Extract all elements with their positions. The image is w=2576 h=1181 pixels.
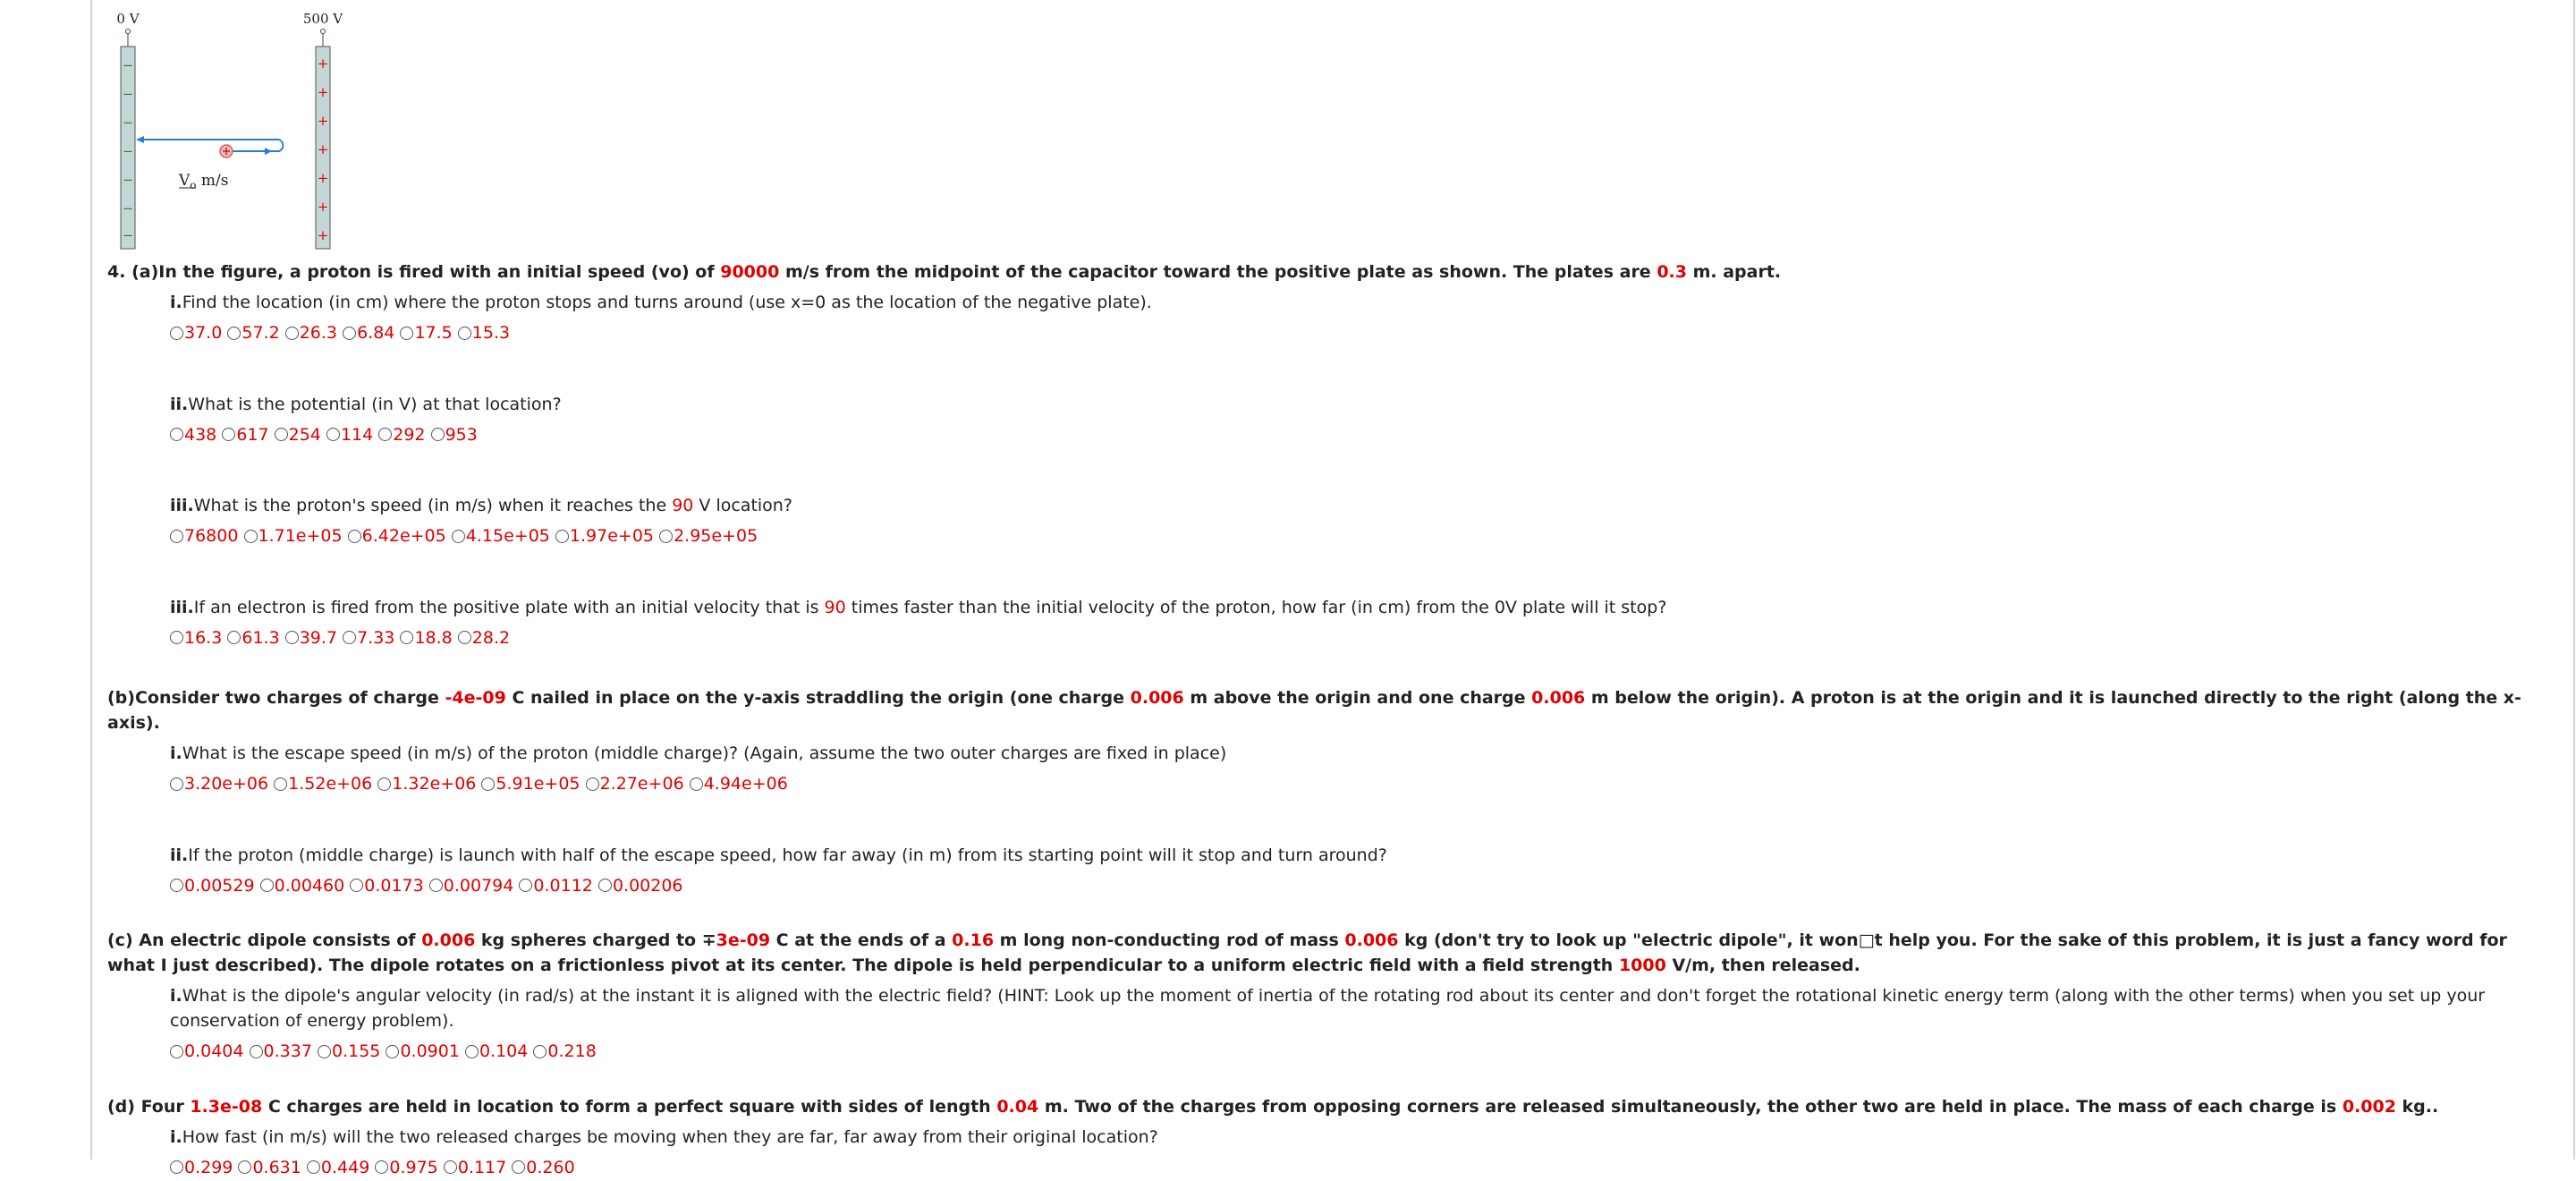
radio-button[interactable] [170,1160,183,1174]
return-arrowhead [136,136,144,143]
radio-button[interactable] [170,631,183,644]
radio-button[interactable] [690,777,703,791]
part-a-ii-choices [170,422,2558,449]
left-plate-label: 0 V [116,11,140,27]
choice-option[interactable]: 1.97e+05 [555,523,654,548]
svg-text:−: − [123,86,134,102]
choice-option[interactable]: 17.5 [400,320,452,345]
choice-option[interactable]: 0.0173 [350,873,423,898]
problem-content [107,259,2558,1181]
radio-button[interactable] [452,530,465,543]
choice-option[interactable]: 15.3 [458,320,510,345]
radio-button[interactable] [659,530,673,543]
radio-button[interactable] [400,631,413,644]
choice-option[interactable]: 617 [222,422,268,447]
choice-option[interactable]: 0.337 [250,1039,312,1064]
choice-option[interactable]: 16.3 [170,625,222,650]
right-plate-label: 500 V [303,11,343,27]
radio-button[interactable] [318,1045,331,1058]
choice-option[interactable]: 26.3 [285,320,337,345]
choice-option[interactable]: 0.260 [512,1155,574,1180]
capacitor-figure [107,7,358,258]
radio-button[interactable] [326,428,340,441]
part-c-i-question: i.What is the dipole's angular velocity (in rad/s) at the instant it is aligned with the electric field? (HINT: Look up the moment of inertia of the rotating rod about its center and don't forget the rotational kinetic energy term (along with the other terms) when you set up your conservation of energy problem). [170,983,2558,1033]
choice-option[interactable]: 114 [326,422,373,447]
choice-option[interactable]: 438 [170,422,216,447]
radio-button[interactable] [431,428,445,441]
radio-button[interactable] [285,631,299,644]
choice-option[interactable]: 76800 [170,523,238,548]
radio-button[interactable] [533,1045,547,1058]
part-a-iii-choices [170,523,2558,550]
choice-option[interactable]: 0.0901 [386,1039,459,1064]
part-d-prompt: (d) Four 1.3e-08 C charges are held in location to form a perfect square with sides of length 0.04 m. Two of the charges from opposing corners are released simultaneously, the other two are held in place. The mass of each charge is 0.002 kg.. [107,1094,2558,1119]
choice-option[interactable]: 0.218 [533,1039,596,1064]
part-b-i-choices [170,771,2558,798]
radio-button[interactable] [400,327,413,340]
radio-button[interactable] [274,777,287,791]
svg-text:−: − [123,227,134,243]
radio-button[interactable] [275,428,288,441]
radio-button[interactable] [260,879,274,892]
right-terminal [321,30,326,34]
svg-text:−: − [123,143,134,159]
part-b-i-question: i.What is the escape speed (in m/s) of the proton (middle charge)? (Again, assume the two outer charges are fixed in place) [170,741,2558,766]
choice-option[interactable]: 6.84 [343,320,394,345]
choice-option[interactable]: 6.42e+05 [348,523,446,548]
radio-button[interactable] [170,1045,183,1058]
choice-option[interactable]: 1.52e+06 [274,771,372,796]
radio-button[interactable] [170,428,183,441]
choice-option[interactable]: 2.27e+06 [586,771,684,796]
radio-button[interactable] [343,631,356,644]
part-d-i-choices [170,1155,2558,1181]
radio-button[interactable] [285,327,299,340]
forward-arrowhead [265,148,272,155]
part-c-i-choices [170,1039,2558,1066]
radio-button[interactable] [343,327,356,340]
radio-button[interactable] [170,879,183,892]
svg-text:+: + [318,227,329,243]
radio-button[interactable] [348,530,361,543]
choice-option[interactable]: 0.155 [318,1039,380,1064]
radio-button[interactable] [375,1160,388,1174]
choice-option[interactable]: 4.94e+06 [690,771,788,796]
choice-option[interactable]: 953 [431,422,478,447]
choice-option[interactable]: 37.0 [170,320,222,345]
choice-option[interactable]: 1.32e+06 [377,771,476,796]
choice-option[interactable]: 0.0112 [519,873,592,898]
svg-text:−: − [123,115,134,131]
svg-text:+: + [318,55,329,72]
part-d-i-question: i.How fast (in m/s) will the two released charges be moving when they are far, far away from their original location? [170,1125,2558,1150]
part-c-prompt: (c) An electric dipole consists of 0.006 kg spheres charged to ∓3e-09 C at the ends of a 0.16 m long non-conducting rod of mass 0.006 kg (don't try to look up "electric dipole", it won□t help you. For the sake of this problem, it is just a fancy word for what I just described). The dipole rotates on a frictionless pivot at its center. The dipole is held perpendicular to a uniform electric field with a field strength 1000 V/m, then released. [107,928,2558,978]
choice-option[interactable]: 0.975 [375,1155,437,1180]
radio-button[interactable] [377,777,391,791]
svg-text:−: − [123,57,134,73]
part-a-prompt: 4. (a)In the figure, a proton is fired with an initial speed (vo) of 90000 m/s from the midpoint of the capacitor toward the positive plate as shown. The plates are 0.3 m. apart. [107,259,2558,285]
left-terminal [126,30,131,34]
choice-option[interactable]: 2.95e+05 [659,523,758,548]
choice-option[interactable]: 39.7 [285,625,337,650]
radio-button[interactable] [170,530,183,543]
radio-button[interactable] [458,327,471,340]
choice-option[interactable]: 4.15e+05 [452,523,550,548]
part-a-iv-question: iii.If an electron is fired from the positive plate with an initial velocity that is 90 times faster than the initial velocity of the proton, how far (in cm) from the 0V plate will it stop? [170,595,2558,620]
radio-button[interactable] [307,1160,320,1174]
choice-option[interactable]: 0.449 [307,1155,369,1180]
radio-button[interactable] [465,1045,479,1058]
radio-button[interactable] [555,530,569,543]
choice-option[interactable]: 5.91e+05 [481,771,580,796]
choice-option[interactable]: 0.117 [444,1155,506,1180]
radio-button[interactable] [429,879,443,892]
part-b-ii-question: ii.If the proton (middle charge) is launch with half of the escape speed, how far away (in m) from its starting point will it stop and turn around? [170,843,2558,868]
radio-button[interactable] [444,1160,457,1174]
radio-button[interactable] [238,1160,251,1174]
part-a-ii-question: ii.What is the potential (in V) at that location? [170,392,2558,417]
radio-button[interactable] [227,327,241,340]
radio-button[interactable] [350,879,363,892]
choice-option[interactable]: 18.8 [400,625,452,650]
choice-option[interactable]: 57.2 [227,320,279,345]
radio-button[interactable] [378,428,392,441]
choice-option[interactable]: 0.00794 [429,873,514,898]
choice-option[interactable]: 61.3 [227,625,279,650]
svg-text:+: + [318,141,329,157]
choice-option[interactable]: 292 [378,422,425,447]
radio-button[interactable] [250,1045,263,1058]
svg-text:+: + [318,199,329,215]
choice-option[interactable]: 1.71e+05 [244,523,343,548]
choice-option[interactable]: 28.2 [458,625,510,650]
radio-button[interactable] [244,530,258,543]
choice-option[interactable]: 3.20e+06 [170,771,268,796]
part-a-i-choices [170,320,2558,347]
right-border [2573,0,2575,1160]
part-a-iii-question: iii.What is the proton's speed (in m/s) when it reaches the 90 V location? [170,493,2558,518]
svg-text:−: − [123,172,134,188]
part-b-prompt: (b)Consider two charges of charge -4e-09 C nailed in place on the y-axis straddling the origin (one charge 0.006 m above the origin and one charge 0.006 m below the origin). A proton is at the origin and it is launched directly to the right (along the x-axis). [107,685,2558,735]
choice-option[interactable]: 0.00206 [598,873,683,898]
choice-option[interactable]: 7.33 [343,625,394,650]
radio-button[interactable] [481,777,495,791]
svg-text:−: − [123,200,134,217]
part-b-ii-choices [170,873,2558,900]
radio-button[interactable] [458,631,471,644]
part-a-i-question: i.Find the location (in cm) where the proton stops and turns around (use x=0 as the location of the negative plate). [170,290,2558,315]
radio-button[interactable] [598,879,612,892]
left-border [90,0,92,1160]
radio-button[interactable] [519,879,532,892]
radio-button[interactable] [512,1160,525,1174]
part-a-iv-choices [170,625,2558,652]
choice-option[interactable]: 0.00460 [260,873,345,898]
velocity-label: $V_o$ m/s [178,172,229,191]
choice-option[interactable]: 0.631 [238,1155,301,1180]
svg-text:+: + [318,84,329,100]
radio-button[interactable] [170,327,183,340]
radio-button[interactable] [227,631,241,644]
choice-option[interactable]: 0.0404 [170,1039,243,1064]
choice-option[interactable]: 0.00529 [170,873,255,898]
svg-text:+: + [318,170,329,186]
choice-option[interactable]: 254 [275,422,321,447]
radio-button[interactable] [586,777,599,791]
choice-option[interactable]: 0.299 [170,1155,233,1180]
negative-signs [123,57,134,243]
svg-text:+: + [318,113,329,129]
choice-option[interactable]: 0.104 [465,1039,528,1064]
radio-button[interactable] [222,428,235,441]
radio-button[interactable] [170,777,183,791]
proton-trajectory [139,140,283,151]
radio-button[interactable] [386,1045,399,1058]
